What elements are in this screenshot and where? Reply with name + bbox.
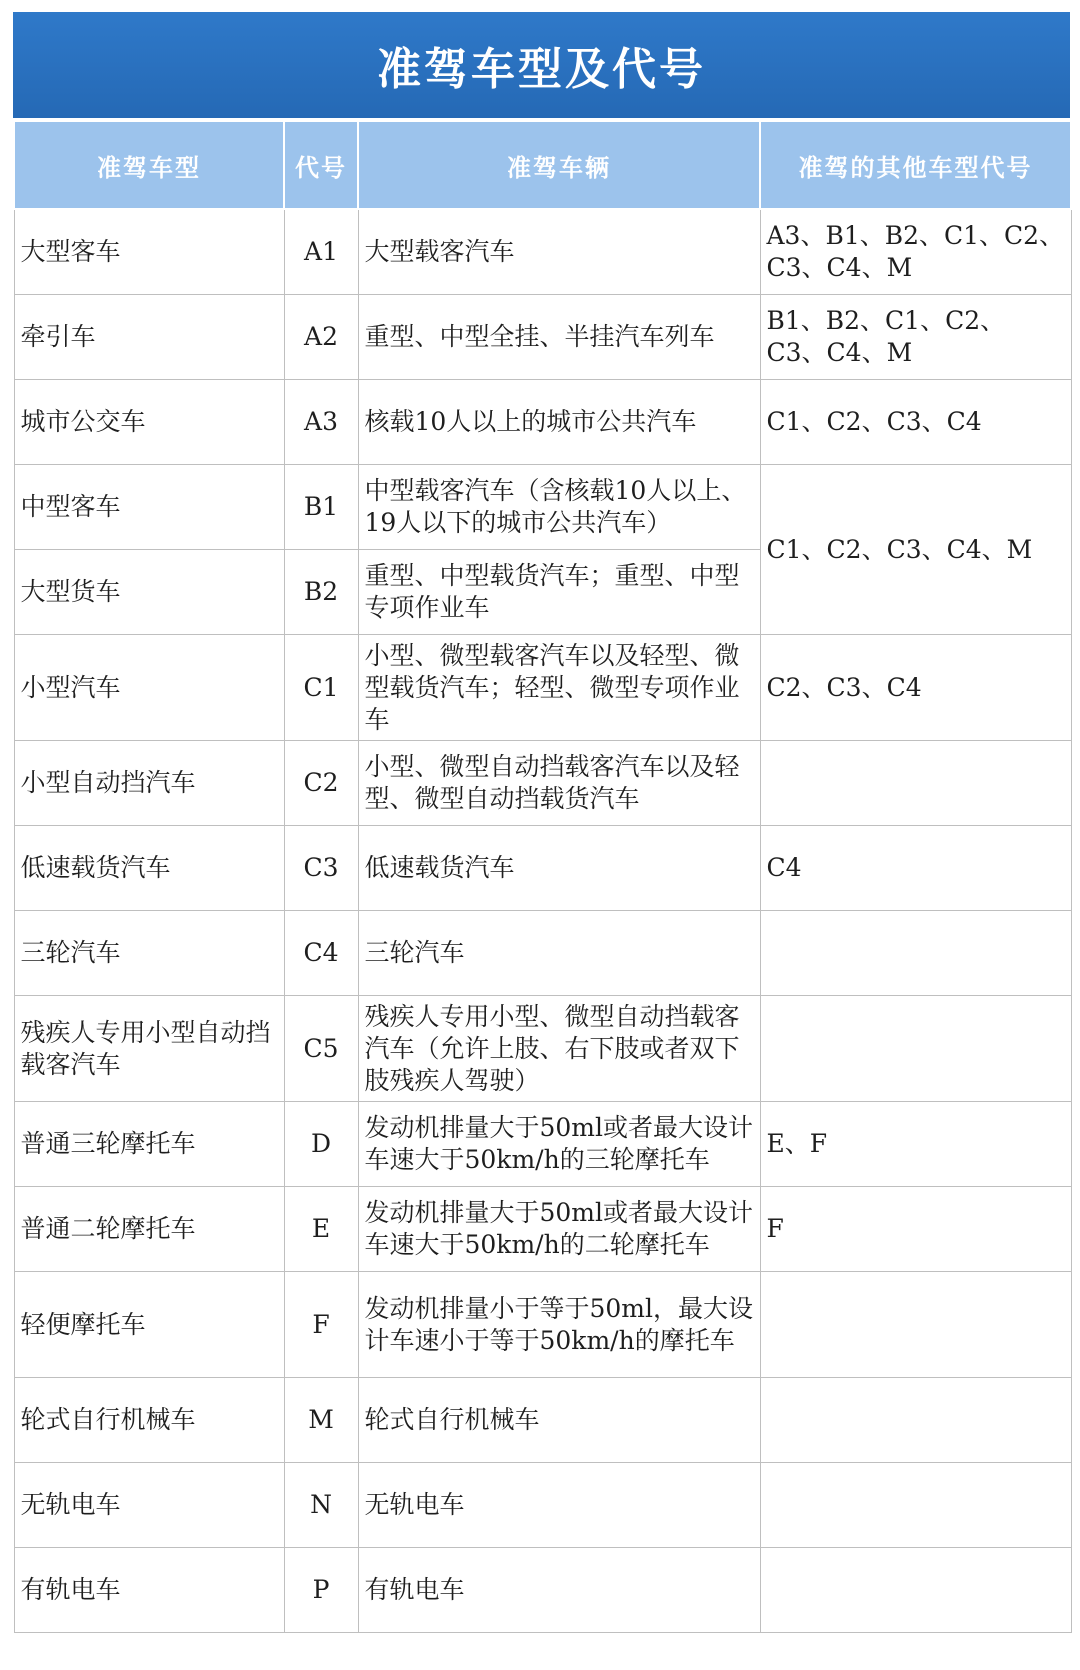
cell-vehicles: 无轨电车 [358,1463,760,1548]
table-row [14,826,1071,911]
cell-other-codes [760,911,1071,996]
cell-code: C1 [284,635,358,741]
table-row [14,1187,1071,1272]
table-row [14,209,1071,295]
cell-other-codes: B1、B2、C1、C2、C3、C4、M [760,295,1071,380]
table-row [14,1272,1071,1378]
license-table-sheet [13,12,1070,1633]
cell-license-type: 城市公交车 [14,380,284,465]
cell-code: C3 [284,826,358,911]
cell-code: C5 [284,996,358,1102]
header-license-type: 准驾车型 [14,121,284,209]
cell-vehicles: 小型、微型自动挡载客汽车以及轻型、微型自动挡载货汽车 [358,741,760,826]
cell-license-type: 小型汽车 [14,635,284,741]
cell-license-type: 大型客车 [14,209,284,295]
cell-code: P [284,1548,358,1633]
header-permitted-vehicles: 准驾车辆 [358,121,760,209]
cell-license-type: 有轨电车 [14,1548,284,1633]
cell-other-codes: F [760,1187,1071,1272]
cell-vehicles: 中型载客汽车（含核载10人以上、19人以下的城市公共汽车） [358,465,760,550]
header-other-codes: 准驾的其他车型代号 [760,121,1071,209]
table-row [14,380,1071,465]
cell-license-type: 低速载货汽车 [14,826,284,911]
cell-vehicles: 小型、微型载客汽车以及轻型、微型载货汽车；轻型、微型专项作业车 [358,635,760,741]
cell-license-type: 无轨电车 [14,1463,284,1548]
table-row [14,1102,1071,1187]
cell-vehicles: 重型、中型载货汽车；重型、中型专项作业车 [358,550,760,635]
cell-license-type: 轮式自行机械车 [14,1378,284,1463]
cell-other-codes: E、F [760,1102,1071,1187]
table-title: 准驾车型及代号 [13,12,1070,120]
cell-vehicles: 重型、中型全挂、半挂汽车列车 [358,295,760,380]
cell-other-codes [760,1272,1071,1378]
table-row [14,741,1071,826]
cell-code: C2 [284,741,358,826]
cell-code: D [284,1102,358,1187]
cell-vehicles: 三轮汽车 [358,911,760,996]
cell-vehicles: 发动机排量小于等于50ml，最大设计车速小于等于50km/h的摩托车 [358,1272,760,1378]
cell-vehicles: 发动机排量大于50ml或者最大设计车速大于50km/h的二轮摩托车 [358,1187,760,1272]
table-row [14,295,1071,380]
table-row [14,1463,1071,1548]
cell-vehicles: 发动机排量大于50ml或者最大设计车速大于50km/h的三轮摩托车 [358,1102,760,1187]
cell-code: A3 [284,380,358,465]
cell-license-type: 普通二轮摩托车 [14,1187,284,1272]
license-types-table [13,120,1072,1633]
cell-vehicles: 低速载货汽车 [358,826,760,911]
cell-code: A1 [284,209,358,295]
table-row [14,911,1071,996]
cell-other-codes: C1、C2、C3、C4、M [760,465,1071,635]
table-row [14,1548,1071,1633]
cell-other-codes: C2、C3、C4 [760,635,1071,741]
cell-code: A2 [284,295,358,380]
table-row [14,1378,1071,1463]
cell-code: B2 [284,550,358,635]
cell-vehicles: 轮式自行机械车 [358,1378,760,1463]
cell-other-codes [760,1548,1071,1633]
cell-vehicles: 残疾人专用小型、微型自动挡载客汽车（允许上肢、右下肢或者双下肢残疾人驾驶） [358,996,760,1102]
cell-other-codes [760,1378,1071,1463]
cell-license-type: 三轮汽车 [14,911,284,996]
cell-other-codes: C1、C2、C3、C4 [760,380,1071,465]
cell-license-type: 残疾人专用小型自动挡载客汽车 [14,996,284,1102]
table-row [14,465,1071,550]
cell-other-codes [760,996,1071,1102]
cell-code: C4 [284,911,358,996]
table-row [14,996,1071,1102]
cell-code: M [284,1378,358,1463]
cell-code: N [284,1463,358,1548]
cell-code: E [284,1187,358,1272]
cell-license-type: 中型客车 [14,465,284,550]
cell-code: F [284,1272,358,1378]
header-code: 代号 [284,121,358,209]
cell-other-codes: A3、B1、B2、C1、C2、C3、C4、M [760,209,1071,295]
cell-vehicles: 核载10人以上的城市公共汽车 [358,380,760,465]
cell-license-type: 牵引车 [14,295,284,380]
cell-other-codes [760,741,1071,826]
cell-vehicles: 有轨电车 [358,1548,760,1633]
cell-license-type: 小型自动挡汽车 [14,741,284,826]
header-row [14,121,1071,209]
cell-license-type: 大型货车 [14,550,284,635]
cell-vehicles: 大型载客汽车 [358,209,760,295]
cell-other-codes: C4 [760,826,1071,911]
table-row [14,635,1071,741]
cell-code: B1 [284,465,358,550]
cell-other-codes [760,1463,1071,1548]
cell-license-type: 普通三轮摩托车 [14,1102,284,1187]
cell-license-type: 轻便摩托车 [14,1272,284,1378]
